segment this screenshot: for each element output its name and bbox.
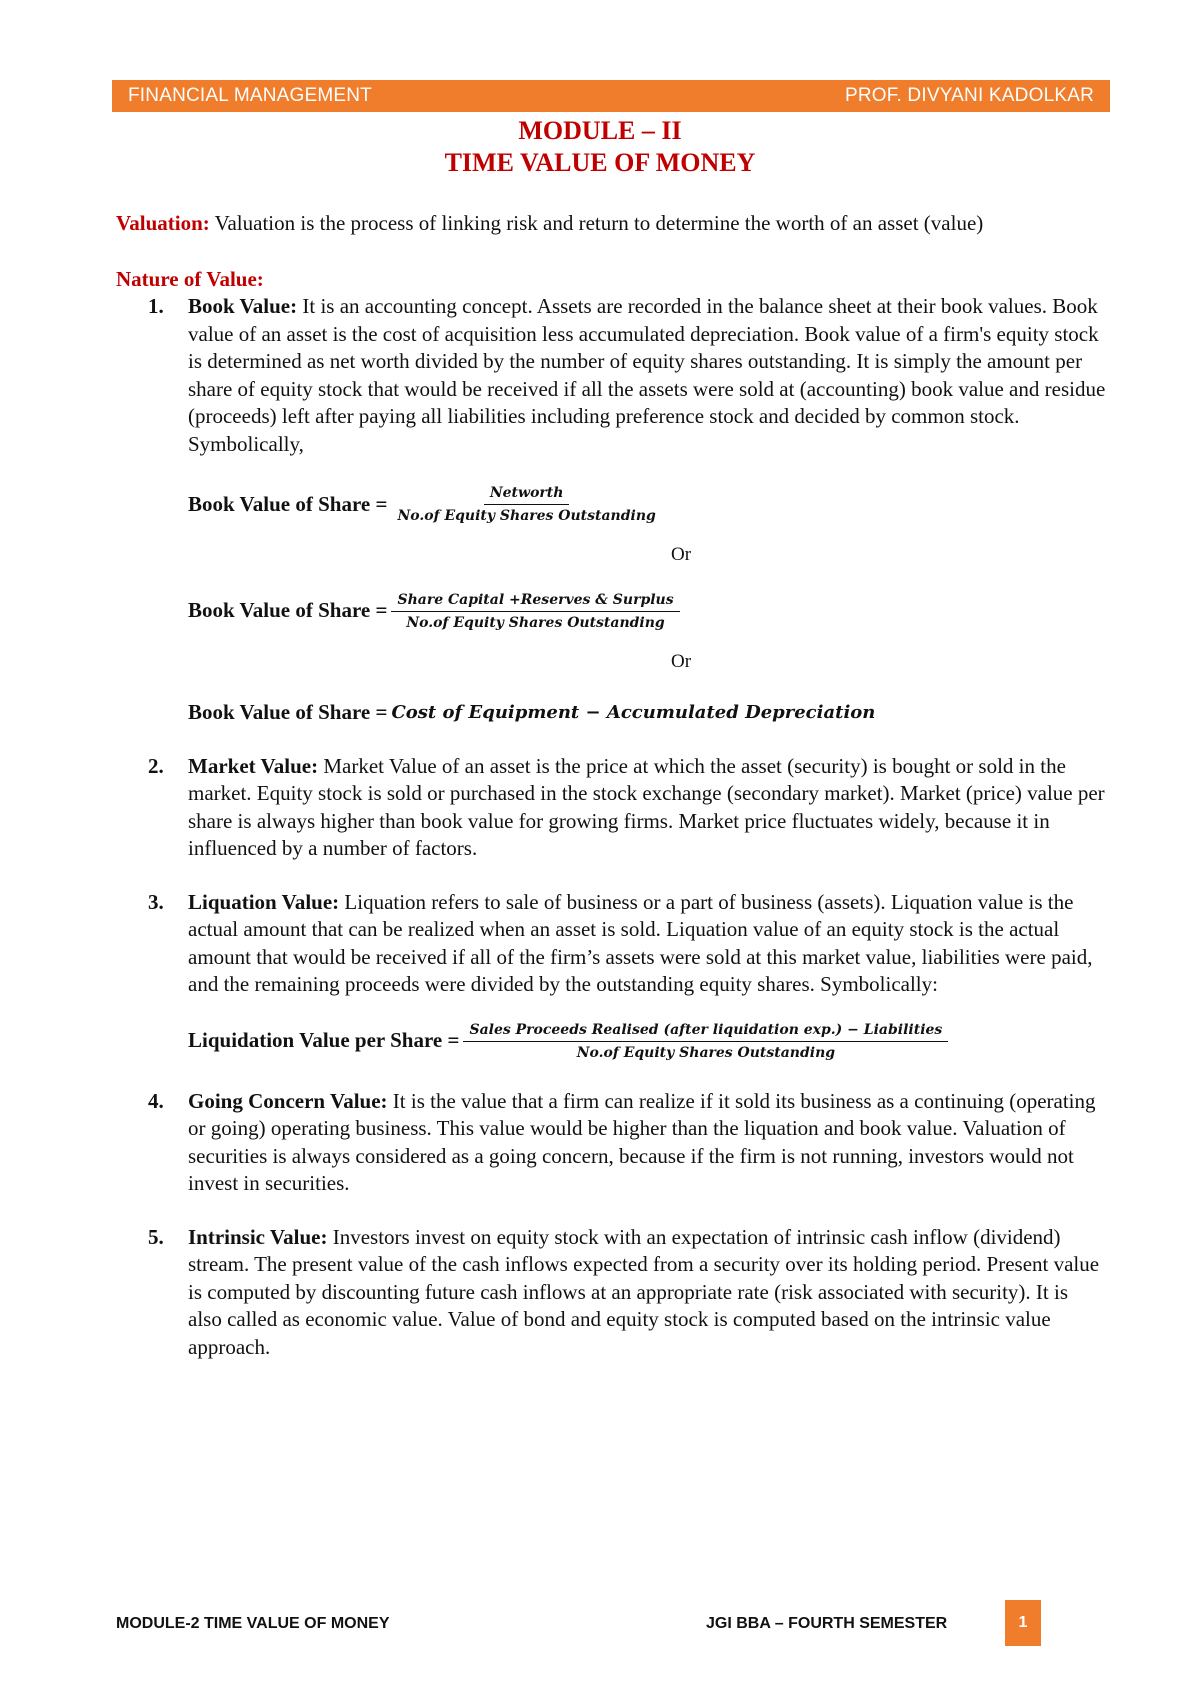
numerator: Networth	[484, 482, 570, 505]
fraction	[391, 482, 661, 527]
formula-label: Book Value of Share =	[188, 491, 388, 516]
nature-heading: Nature of Value:	[116, 266, 264, 291]
valuation-label: Valuation:	[116, 211, 210, 235]
valuation-paragraph	[116, 210, 1106, 238]
numerator: Sales Proceeds Realised (after liquidation exp.) − Liabilities	[463, 1019, 948, 1042]
item-title: Market Value:	[188, 753, 319, 778]
footer-module: MODULE-2 TIME VALUE OF MONEY	[116, 1615, 390, 1632]
module-title: TIME VALUE OF MONEY	[444, 148, 756, 177]
formula-liquidation-value	[116, 1019, 1106, 1064]
formula-book-value-1	[116, 482, 1106, 527]
item-text: Liquation refers to sale of business or a part of business (assets). Liquation value is the actual amount that can be realized when an asset is sold. Liquation value of an equity stock is the actual amount that would be received if all of the firm’s assets were sold at this market value, liabilities were paid, and the remaining proceeds were divided by the outstanding equity shares. Symbolically:	[188, 889, 1093, 996]
list-item	[116, 293, 1106, 458]
formula-book-value-3	[116, 699, 1106, 727]
page-number: 1	[1005, 1600, 1041, 1646]
item-number: 3.	[148, 889, 164, 914]
fraction	[463, 1019, 948, 1064]
course-title: FINANCIAL MANAGEMENT	[128, 85, 372, 106]
footer-course: JGI BBA – FOURTH SEMESTER	[706, 1615, 948, 1632]
formula-label: Book Value of Share =	[188, 700, 388, 724]
document-body	[116, 210, 1106, 1361]
denominator: No.of Equity Shares Outstanding	[406, 614, 665, 631]
item-number: 4.	[148, 1088, 164, 1113]
denominator: No.of Equity Shares Outstanding	[397, 508, 656, 524]
item-number: 2.	[148, 753, 164, 778]
item-text: Market Value of an asset is the price at which the asset (security) is bought or sold in the market. Equity stock is sold or purchased in the stock exchange (secondary market). Market (price) value per share is always higher than book value for growing firms. Market price fluctuates widely, because it in influenced by a number of factors.	[188, 753, 1105, 860]
item-text: Investors invest on equity stock with an expectation of intrinsic cash inflow (dividend) stream. The present value of the cash inflows expected from a security over its holding period. Present value is computed by discounting future cash inflows at an appropriate rate (risk associated with security). It is also called as economic value. Value of bond and equity stock is computed based on the intrinsic value approach.	[188, 1224, 1100, 1359]
formula-label: Book Value of Share =	[188, 598, 388, 623]
item-title: Intrinsic Value:	[188, 1224, 328, 1249]
denominator: No.of Equity Shares Outstanding	[576, 1044, 836, 1061]
list-item	[116, 1224, 1106, 1362]
item-title: Going Concern Value:	[188, 1088, 388, 1113]
list-item	[116, 753, 1106, 863]
item-number: 5.	[148, 1224, 164, 1249]
module-number: MODULE – II	[518, 116, 682, 145]
item-number: 1.	[148, 294, 164, 318]
numerator: Share Capital +Reserves & Surplus	[391, 589, 679, 612]
formula-expression: Cost of Equipment − Accumulated Depreciation	[391, 702, 876, 723]
page-title	[0, 115, 1200, 179]
item-title: Liquation Value:	[188, 889, 340, 914]
item-text: It is an accounting concept. Assets are recorded in the balance sheet at their book values. Book value of an asset is the cost of acquisition less accumulated depreciation. Book value of a firm's equity stock is determined as net worth divided by the number of equity shares outstanding. It is simply the amount per share of equity stock that would be received if all the assets were sold at (accounting) book value and residue (proceeds) left after paying all liabilities including preference stock and decided by common stock. Symbolically,	[188, 294, 1106, 456]
formula-book-value-2	[116, 589, 1106, 634]
page-header	[112, 80, 1110, 112]
valuation-text: Valuation is the process of linking risk and return to determine the worth of an asset (value)	[209, 211, 984, 235]
list-item	[116, 1088, 1106, 1198]
fraction	[391, 589, 679, 634]
formula-label: Liquidation Value per Share =	[188, 1028, 460, 1053]
author-name: PROF. DIVYANI KADOLKAR	[845, 85, 1094, 106]
item-title: Book Value:	[188, 294, 298, 318]
or-separator: Or	[670, 650, 692, 672]
list-item	[116, 889, 1106, 999]
or-separator: Or	[670, 544, 692, 565]
item-text: It is the value that a firm can realize if it sold its business as a continuing (operating or going) operating business. This value would be higher than the liquation and book value. Valuation of securities is always considered as a going concern, because if the firm is not running, investors would not invest in securities.	[188, 1088, 1096, 1195]
